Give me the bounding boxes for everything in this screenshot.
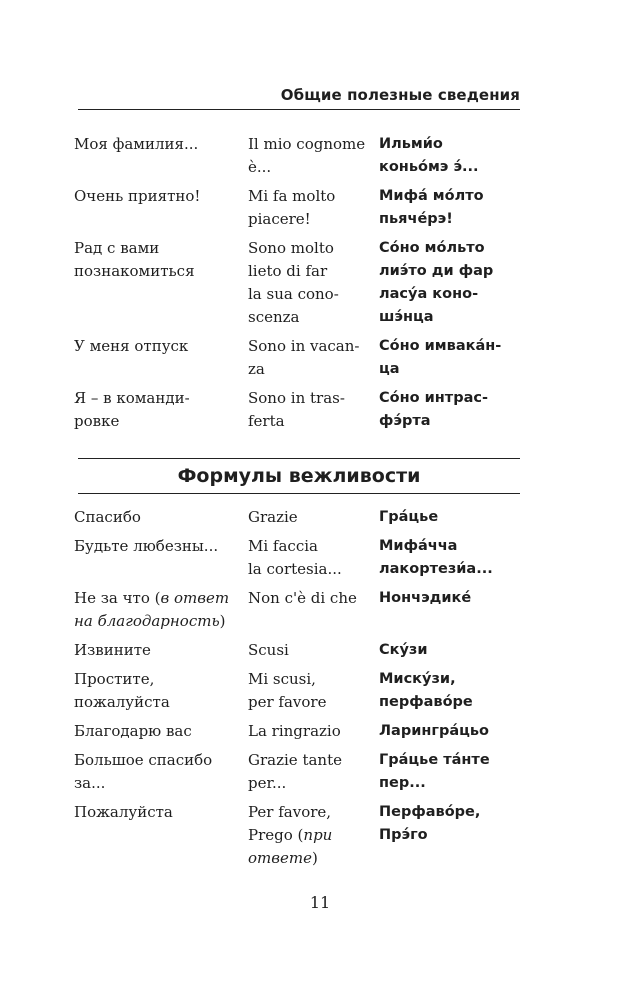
section-rule-bottom — [78, 493, 520, 494]
russian-phrase: Спасибо — [74, 508, 141, 526]
pronunciation: Ильми́о коньо́мэ э́... — [379, 136, 479, 175]
italian-phrase: Sono in vacan- za — [248, 337, 360, 378]
italian-phrase: Mi fa molto piacere! — [248, 187, 336, 228]
phrase-row — [74, 587, 530, 633]
usage-note: в ответ — [160, 589, 230, 607]
running-title: Общие полезные сведения — [280, 86, 520, 104]
russian-phrase: Будьте любезны... — [74, 537, 219, 555]
italian-phrase: Scusi — [248, 641, 289, 659]
pronunciation: Миску́зи, перфаво́ре — [379, 671, 473, 710]
pronunciation: Мифа́ мо́лто пьячéрэ! — [379, 188, 484, 227]
russian-phrase: Пожалуйста — [74, 803, 173, 821]
russian-phrase-text: Не за что ( — [74, 589, 161, 607]
pronunciation: Со́но мо́льто лиэ́то ди фар ласу́а коно- шэ́нца — [379, 240, 494, 325]
usage-note: на благодарность — [74, 612, 220, 630]
russian-phrase: Большое спасибо за... — [74, 751, 213, 792]
phrase-row — [74, 535, 530, 581]
russian-phrase: Простите, пожалуйста — [74, 670, 170, 711]
italian-phrase: Mi scusi, per favore — [248, 670, 327, 711]
usage-note: ответе — [248, 849, 312, 867]
russian-phrase — [74, 587, 248, 633]
pronunciation: Со́но имвака́н- ца — [379, 338, 502, 377]
politeness-phrase-table — [74, 506, 530, 870]
italian-phrase: Grazie tante per... — [248, 751, 342, 792]
closing-paren: ) — [219, 612, 226, 630]
phrase-row — [74, 133, 530, 179]
phrase-row — [74, 668, 530, 714]
header-rule — [78, 109, 520, 110]
pronunciation: Со́но интрас- фэ́рта — [379, 390, 488, 429]
phrase-row — [74, 387, 530, 433]
russian-phrase: У меня отпуск — [74, 337, 189, 355]
pronunciation: Нончэдикé — [379, 590, 472, 606]
phrase-row — [74, 185, 530, 231]
phrase-row — [74, 506, 530, 529]
italian-phrase-text: Per favore, Prego ( — [248, 803, 332, 844]
closing-paren: ) — [311, 849, 318, 867]
italian-phrase: Sono molto lieto di far la sua cono- scenza — [248, 239, 339, 326]
section-rule-top — [78, 458, 520, 459]
italian-phrase: Grazie — [248, 508, 298, 526]
italian-phrase: La ringrazio — [248, 722, 341, 740]
phrase-row — [74, 720, 530, 743]
italian-phrase: Non c'è di che — [248, 589, 357, 607]
russian-phrase: Извините — [74, 641, 151, 659]
russian-phrase: Рад с вами познакомиться — [74, 239, 195, 280]
phrase-row — [74, 749, 530, 795]
russian-phrase: Я – в команди- ровке — [74, 389, 190, 430]
italian-phrase — [248, 801, 379, 870]
pronunciation: Перфаво́ре, Прэ́го — [379, 804, 481, 843]
phrase-row — [74, 335, 530, 381]
phrase-row — [74, 639, 530, 662]
pronunciation: Гра́цье — [379, 509, 439, 525]
page-number: 11 — [309, 893, 331, 912]
russian-phrase: Очень приятно! — [74, 187, 201, 205]
phrase-row — [74, 801, 530, 870]
pronunciation: Мифа́чча лакортези́а... — [379, 538, 493, 577]
italian-phrase: Mi faccia la cortesia... — [248, 537, 342, 578]
pronunciation: Гра́цье та́нте пер... — [379, 752, 490, 791]
intro-phrase-table — [74, 133, 530, 433]
section-title: Формулы вежливости — [177, 465, 421, 487]
pronunciation: Ларингра́цьо — [379, 723, 490, 739]
pronunciation: Ску́зи — [379, 642, 428, 658]
russian-phrase: Благодарю вас — [74, 722, 192, 740]
russian-phrase: Моя фамилия... — [74, 135, 199, 153]
italian-phrase: Il mio cognome è... — [248, 135, 366, 176]
italian-phrase: Sono in tras- ferta — [248, 389, 345, 430]
usage-note: при — [303, 826, 333, 844]
phrase-row — [74, 237, 530, 329]
